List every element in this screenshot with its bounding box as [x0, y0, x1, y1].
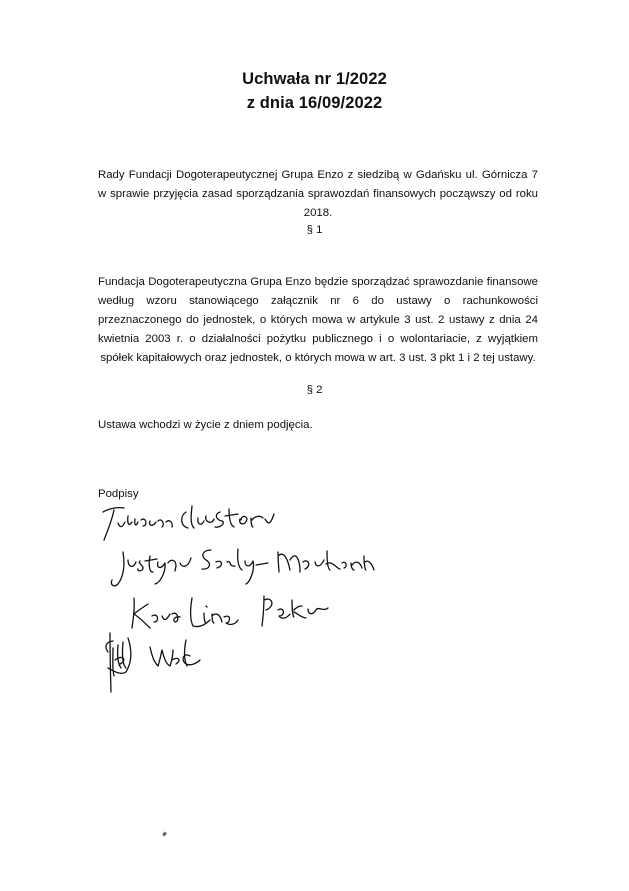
resolution-title: Uchwała nr 1/2022 [242, 70, 387, 88]
resolution-date: z dnia 16/09/2022 [246, 94, 383, 112]
signature-1 [103, 506, 274, 540]
intro-paragraph: Rady Fundacji Dogoterapeutycznej Grupa Enzo z siedzibą w Gdańsku ul. Górnicza 7 w sprawie przyjęcia zasad sporządzania sprawozdań finansowych począwszy od roku 2018. [98, 169, 538, 219]
signature-2 [111, 549, 374, 586]
section-1-text: Fundacja Dogoterapeutyczna Grupa Enzo będzie sporządzać sprawozdanie finansowe według wzoru stanowiącego załącznik nr 6 do ustawy o rachunkowości przeznaczonego do jednostek, o których mowa w artykule 3 ust. 2 ustawy z dnia 24 kwietnia 2003 r. o działalności pożytku publicznego i o wolontariacie, z wyjątkiem spółek kapitałowych oraz jednostek, o których mowa w art. 3 ust. 3 pkt 1 i 2 tej ustawy. [98, 276, 538, 364]
signature-4 [106, 633, 200, 692]
section-2-text: Ustawa wchodzi w życie z dniem podjęcia. [98, 419, 313, 431]
section-1-heading: § 1 [306, 224, 323, 236]
signatures-label: Podpisy [98, 488, 139, 500]
section-2-heading: § 2 [306, 384, 323, 396]
signature-3 [132, 596, 328, 628]
